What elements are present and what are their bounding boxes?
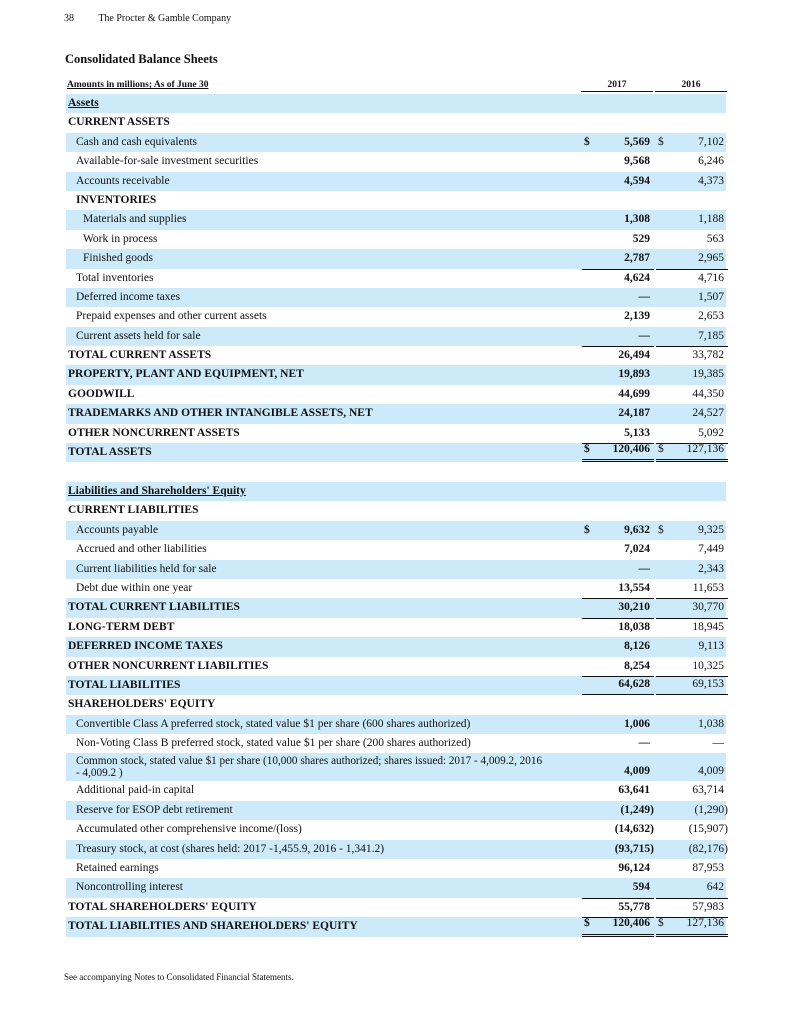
value-2016-cell [656,152,728,171]
table-row [66,288,726,307]
value-2016-cell [656,801,728,820]
row-label: Convertible Class A preferred stock, stated value $1 per share (600 shares authorized) [76,717,471,730]
value-2017: (1,249) [620,803,654,816]
value-2016: 44,350 [692,387,724,400]
value-2017: 4,009 [624,765,650,778]
value-2017: 4,594 [624,174,650,187]
value-2016-cell [656,385,728,404]
table-row [66,230,726,249]
currency-symbol: $ [658,917,664,930]
section-row [66,501,726,520]
table-row [66,781,726,800]
table-row [66,152,726,171]
value-2017: 13,554 [618,581,650,594]
value-2017-cell [582,540,654,559]
section-row [66,191,726,210]
assets-section-header [66,94,726,113]
value-2016-cell [656,249,728,268]
value-2016-cell [656,878,728,897]
document-title: Consolidated Balance Sheets [65,52,218,66]
liabilities-section-header [66,482,726,501]
row-label: CURRENT LIABILITIES [68,504,199,517]
table-row [66,560,726,579]
row-label: Cash and cash equivalents [76,135,198,148]
value-2017: 96,124 [618,862,650,875]
value-2017-cell [582,801,654,820]
value-2017: 64,628 [618,677,650,690]
value-2017: 1,308 [624,213,650,226]
value-2017-cell [582,734,654,753]
value-2016-cell [656,859,728,878]
currency-symbol: $ [658,135,664,148]
row-label: Deferred income taxes [76,290,181,303]
value-2016-cell [656,917,728,936]
table-row [66,878,726,897]
value-2016-cell [656,210,728,229]
value-2017: 529 [632,232,650,245]
value-2016-cell [656,521,728,540]
value-2016: 9,325 [698,523,724,536]
table-row [66,820,726,839]
liabilities-table [66,482,726,937]
value-2016: 642 [706,881,724,894]
value-2017: — [638,562,650,575]
value-2016-cell [656,637,728,656]
currency-symbol: $ [584,917,590,930]
value-2016: 7,102 [698,135,724,148]
row-label: TOTAL ASSETS [68,446,152,459]
value-2016: 1,188 [698,213,724,226]
year-2017-header: 2017 [581,80,653,92]
value-2016: 6,246 [698,155,724,168]
value-2017: 18,038 [618,620,650,633]
table-row [66,249,726,268]
currency-symbol: $ [584,135,590,148]
value-2017: 44,699 [618,387,650,400]
value-2017-cell [582,878,654,897]
row-label: TOTAL SHAREHOLDERS' EQUITY [68,900,257,913]
company-name: The Procter & Gamble Company [98,13,232,24]
value-2017: 2,787 [624,252,650,265]
currency-symbol: $ [584,443,590,456]
value-2016: 4,009 [698,765,724,778]
value-2017: 9,632 [624,523,650,536]
footnote: See accompanying Notes to Consolidated Financial Statements. [64,972,294,982]
value-2016: 1,507 [698,290,724,303]
value-2017: — [638,737,650,750]
value-2016: 11,653 [692,581,724,594]
value-2017-cell [582,753,654,781]
value-2016-cell [656,327,728,346]
value-2017-cell [582,269,654,288]
value-2016: 2,653 [698,310,724,323]
value-2016: 9,113 [698,640,724,653]
value-2016-cell [656,307,728,326]
row-label: Total inventories [76,271,154,284]
value-2017: 8,254 [624,659,650,672]
value-2016: — [712,737,724,750]
year-2016-header: 2016 [655,80,727,92]
row-label: Reserve for ESOP debt retirement [76,803,233,816]
table-row [66,521,726,540]
value-2017: 26,494 [618,349,650,362]
row-label: Materials and supplies [83,213,187,226]
value-2017-cell [582,385,654,404]
table-row [66,327,726,346]
value-2017-cell [582,443,654,462]
value-2017-cell [582,598,654,617]
value-2017: 63,641 [618,784,650,797]
page-number: 38 [64,13,74,24]
value-2016-cell [656,734,728,753]
row-label: TOTAL CURRENT ASSETS [68,349,212,362]
value-2017-cell [582,560,654,579]
table-row [66,133,726,152]
row-label: TOTAL LIABILITIES [68,678,181,691]
value-2016: 4,373 [698,174,724,187]
value-2016: 2,343 [698,562,724,575]
row-label: SHAREHOLDERS' EQUITY [68,698,216,711]
value-2016: 87,953 [692,862,724,875]
value-2016-cell [656,820,728,839]
value-2017: 1,006 [624,717,650,730]
table-row [66,859,726,878]
row-label: Current assets held for sale [76,329,201,342]
section-title: Assets [68,97,99,109]
row-label: TRADEMARKS AND OTHER INTANGIBLE ASSETS, NET [68,407,373,420]
value-2016: 1,038 [698,717,724,730]
row-label: OTHER NONCURRENT LIABILITIES [68,659,269,672]
table-row [66,443,726,462]
value-2016-cell [656,230,728,249]
value-2017-cell [582,618,654,637]
row-label: TOTAL LIABILITIES AND SHAREHOLDERS' EQUITY [68,920,358,933]
row-label: Treasury stock, at cost (shares held: 2017 -1,455.9, 2016 - 1,341.2) [76,842,385,855]
table-row [66,676,726,695]
value-2017-cell [582,210,654,229]
value-2017: 4,624 [624,271,650,284]
value-2016-cell [656,288,728,307]
value-2017-cell [582,859,654,878]
value-2016: 30,770 [692,601,724,614]
value-2017-cell [582,657,654,676]
value-2016-cell [656,840,728,859]
value-2017: — [638,290,650,303]
value-2016-cell [656,598,728,617]
table-row [66,657,726,676]
row-label: Accrued and other liabilities [76,543,207,556]
value-2017-cell [582,365,654,384]
row-label: Finished goods [83,252,153,265]
value-2016: 10,325 [692,659,724,672]
value-2017-cell [582,346,654,365]
row-label: Retained earnings [76,862,159,875]
value-2017: (14,632) [614,823,654,836]
value-2017: 24,187 [618,407,650,420]
table-row [66,598,726,617]
value-2016-cell [656,346,728,365]
value-2017-cell [582,249,654,268]
value-2016-cell [656,540,728,559]
row-label: Available-for-sale investment securities [76,155,259,168]
value-2016: 63,714 [692,784,724,797]
value-2017: 30,210 [618,601,650,614]
table-row [66,365,726,384]
value-2016: (82,176) [688,842,728,855]
value-2017: 2,139 [624,310,650,323]
value-2017-cell [582,579,654,598]
value-2017-cell [582,133,654,152]
liabilities-rows [66,501,726,936]
value-2016: (15,907) [688,823,728,836]
value-2016-cell [656,404,728,423]
value-2016-cell [656,269,728,288]
assets-table [66,94,726,462]
row-label: TOTAL CURRENT LIABILITIES [68,601,240,614]
value-2017-cell [582,917,654,936]
value-2017: 5,569 [624,135,650,148]
table-row [66,346,726,365]
value-2017: 19,893 [618,368,650,381]
value-2016-cell [656,560,728,579]
row-label: Accounts payable [76,523,159,536]
value-2017: 120,406 [612,917,650,930]
value-2017: 55,778 [618,900,650,913]
value-2017-cell [582,288,654,307]
table-row [66,917,726,936]
row-label: Debt due within one year [76,581,193,594]
row-label: Noncontrolling interest [76,881,183,894]
value-2017-cell [582,676,654,695]
value-2016-cell [656,753,728,781]
assets-rows [66,113,726,462]
value-2016-cell [656,579,728,598]
currency-symbol: $ [658,523,664,536]
section-row [66,113,726,132]
amounts-label: Amounts in millions; As of June 30 [67,80,209,90]
table-row [66,172,726,191]
value-2016: 69,153 [692,677,724,690]
value-2016: 33,782 [692,349,724,362]
table-row [66,753,726,781]
row-label: INVENTORIES [76,193,157,206]
table-row [66,404,726,423]
value-2016: 127,136 [686,443,724,456]
value-2017: 5,133 [624,426,650,439]
value-2016: (1,290) [694,803,728,816]
table-row [66,618,726,637]
value-2017: 8,126 [624,640,650,653]
value-2016-cell [656,781,728,800]
row-label: Additional paid-in capital [76,784,195,797]
row-label: Common stock, stated value $1 per share (10,000 shares authorized; shares issued: 2017 - 4,009.2, 2016 - 4,009.2 ) [76,755,543,780]
row-label: DEFERRED INCOME TAXES [68,640,223,653]
table-row [66,210,726,229]
value-2017: (93,715) [614,842,654,855]
value-2016-cell [656,133,728,152]
row-label: CURRENT ASSETS [68,116,170,129]
value-2016: 127,136 [686,917,724,930]
value-2016: 19,385 [692,368,724,381]
table-row [66,307,726,326]
currency-symbol: $ [584,523,590,536]
row-label: GOODWILL [68,387,135,400]
value-2016: 4,716 [698,271,724,284]
value-2017-cell [582,715,654,734]
table-row [66,840,726,859]
value-2017-cell [582,781,654,800]
section-row [66,695,726,714]
value-2017-cell [582,152,654,171]
value-2017: — [638,329,650,342]
table-row [66,385,726,404]
row-label: Accumulated other comprehensive income/(loss) [76,823,302,836]
table-row [66,801,726,820]
column-header [67,78,727,94]
row-label: Non-Voting Class B preferred stock, stated value $1 per share (200 shares authorized) [76,737,471,750]
table-row [66,540,726,559]
value-2016: 24,527 [692,407,724,420]
value-2016: 18,945 [692,620,724,633]
value-2016-cell [656,676,728,695]
row-label: Work in process [83,232,158,245]
value-2016-cell [656,172,728,191]
value-2017-cell [582,172,654,191]
value-2017-cell [582,840,654,859]
row-label: Current liabilities held for sale [76,562,217,575]
value-2016: 57,983 [692,900,724,913]
row-label: LONG-TERM DEBT [68,620,175,633]
row-label: PROPERTY, PLANT AND EQUIPMENT, NET [68,368,304,381]
value-2016-cell [656,443,728,462]
section-title: Liabilities and Shareholders' Equity [68,485,246,497]
table-row [66,734,726,753]
row-label: Prepaid expenses and other current assets [76,310,267,323]
row-label: OTHER NONCURRENT ASSETS [68,426,240,439]
page-header [64,13,231,24]
value-2016-cell [656,365,728,384]
table-row [66,637,726,656]
value-2016: 5,092 [698,426,724,439]
value-2017-cell [582,327,654,346]
value-2016: 7,185 [698,329,724,342]
value-2016: 563 [706,232,724,245]
value-2017: 594 [632,881,650,894]
value-2016-cell [656,657,728,676]
value-2017-cell [582,404,654,423]
value-2017-cell [582,820,654,839]
value-2016: 2,965 [698,252,724,265]
table-row [66,715,726,734]
value-2017: 7,024 [624,543,650,556]
value-2016-cell [656,715,728,734]
value-2017-cell [582,307,654,326]
value-2016-cell [656,618,728,637]
value-2017: 9,568 [624,155,650,168]
value-2017-cell [582,521,654,540]
currency-symbol: $ [658,443,664,456]
table-row [66,269,726,288]
table-row [66,579,726,598]
value-2017: 120,406 [612,443,650,456]
value-2017-cell [582,637,654,656]
value-2016: 7,449 [698,543,724,556]
row-label: Accounts receivable [76,174,170,187]
value-2017-cell [582,230,654,249]
